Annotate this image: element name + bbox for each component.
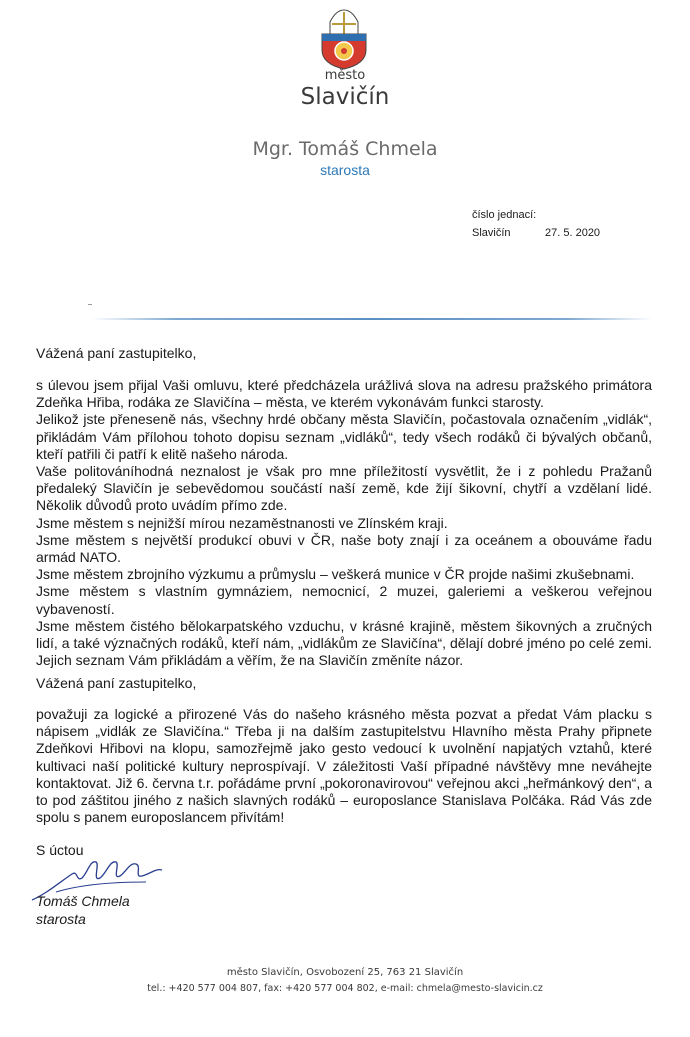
footer-contacts: tel.: +420 577 004 807, fax: +420 577 004 802, e-mail: chmela@mesto-slavicin.cz [147,983,543,994]
paragraph: Jsme městem zbrojního výzkumu a průmyslu – veškerá munice v ČR projde našimi zkušebnami. [36,566,635,583]
paragraph: Jsme městem s vlastním gymnáziem, nemocnicí, 2 muzei, galeriemi a veškerou veřejnou vybaveností. [36,583,652,617]
mayor-name: Mgr. Tomáš Chmela [252,138,438,160]
paragraph: považuji za logické a přirozené Vás do našeho krásného města pozvat a předat Vám placku s nápisem „vidlák ze Slavičína.“ Třeba ji na dalším zastupitelstvu Hlavního města Prahy připnete Zdeňkovi Hřibovi na klopu, samozřejmě jako gesto vedoucí k uvolnění napjatých vztahů, které kultivaci naší politické kultury neprospívají. V záležitosti Vaší případné návštěvy mne neváhejte kontaktovat. Již 6. června t.r. pořádáme první „pokoronavirovou“ veřejnou akci „heřmánkový den“, a to pod záštitou jiného z našich slavných rodáků – europoslance Stanislava Polčáka. Rád Vás zde spolu s panem europoslancem přivítám! [36,706,652,826]
paragraph: Jsme městem s nejnižší mírou nezaměstnanosti ve Zlínském kraji. [36,514,448,531]
signatory-role: starosta [36,911,86,927]
reference-place: Slavičín [472,227,511,239]
closing: S úctou [36,842,84,858]
salutation: Vážená paní zastupitelko, [36,675,197,691]
shield-icon [322,34,366,69]
fold-mark [88,304,92,305]
paragraph: Jsme městem čistého bělokarpatského vzduchu, v krásné krajině, městem šikovných a zručných lidí, a také význačných rodáků, kteří nám, „vidlákům ze Slavičína“, dělají dobré jméno po celé zemi. Jejich seznam Vám přikládám a věřím, že na Slavičín změníte názor. [36,617,652,669]
signatory-name: Tomáš Chmela [36,893,130,909]
reference-number-label: číslo jednací: [472,209,537,221]
bishop-mitre-icon [330,10,358,34]
paragraph: Vaše politováníhodná neznalost je však pro mne příležitostí vysvětlit, že i z pohledu Pražanů předaleký Slavičín je sebevědomou součástí naší země, kde žijí šikovní, chytří a vzdělaní lidé. Několik důvodů proto uvádím přímo zde. [36,463,652,514]
mayor-title: starosta [320,162,370,178]
footer-address: město Slavičín, Osvobození 25, 763 21 Slavičín [226,967,464,978]
salutation: Vážená paní zastupitelko, [36,345,197,361]
town-name: Slavičín [300,84,390,110]
header-divider [92,318,652,320]
town-label: město [324,68,366,83]
town-coat-of-arms [316,8,372,70]
paragraph: Jsme městem s největší produkcí obuvi v ČR, naše boty znají i za oceánem a obouváme řadu armád NATO. [36,531,652,566]
paragraph: Jelikož jste přeneseně nás, všechny hrdé občany města Slavičín, počastovala označením „vidlák“, přikládám Vám přílohou tohoto dopisu seznam „vidláků“, tedy všech rodáků či bývalých občanů, kteří patřili či patří k elitě našeho národa. [36,411,652,462]
letter-body-part-1 [36,377,652,669]
letter-body-part-2 [36,706,652,826]
reference-date: 27. 5. 2020 [545,227,601,239]
paragraph: s úlevou jsem přijal Vaši omluvu, které předcházela urážlivá slova na adresu pražského primátora Zdeňka Hřiba, rodáka ze Slavičína – města, ve kterém vykonávám funkci starosty. [36,377,652,411]
